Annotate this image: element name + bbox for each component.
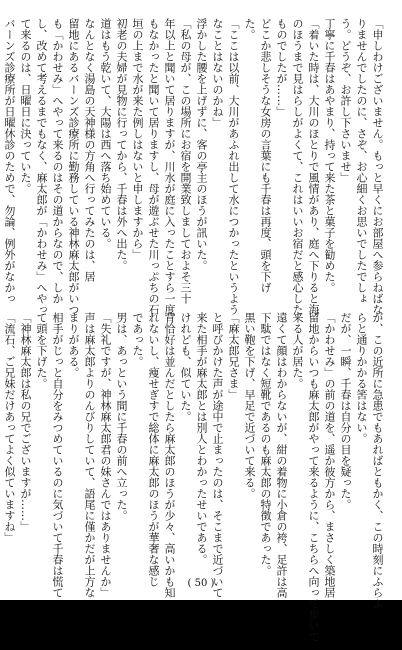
upper-text-column: なことはないのかね」 xyxy=(211,18,224,128)
lower-text-column: 来る人が居た。 xyxy=(291,312,304,389)
upper-text-column: ものでしたが……」 xyxy=(275,18,288,117)
upper-text-column: 浮かした腰を上げずに、客の亭主のほうが訊いた。 xyxy=(195,18,208,271)
lower-text-column: 「失礼ですが、神林麻太郎君の妹さんではありませんか」 xyxy=(99,312,112,598)
lower-text-column: と呼びかけた声が途中で止まったのは、そこまで近づいて xyxy=(211,312,224,598)
lower-text-column: て頭を下げた。 xyxy=(35,312,48,389)
lower-text-column: 「かわせみ」の前の道を、遥か彼方から、まさしく築地居 xyxy=(323,312,336,598)
lower-text-column: 背恰好は並んだとしたら麻太郎のほうが少々、高いかも知 xyxy=(163,312,176,598)
lower-text-column: だが、一瞬、千春は自分の目を疑った。 xyxy=(339,312,352,510)
lower-text-column: 遠くて顔はわからないが、紺の着物に小倉の袴、足許は高 xyxy=(275,312,288,598)
lower-text-column: が、この近所に急患でもあればともかく、この時刻にふらふ xyxy=(371,312,384,609)
lower-text-column: 黒い鞄を下げ、早足で近づいて来る。 xyxy=(243,312,256,499)
lower-text-column: 「流石、ご兄妹だけあってよく似ていますね」 xyxy=(3,312,16,543)
upper-text-column: 丁寧に千春はあやまり、持って来た茶と菓子を勧めた。 xyxy=(323,18,336,293)
upper-text-column: 初老の夫婦が見物に行ってから、千春は外へ出た。 xyxy=(115,18,128,271)
lower-text-column: けれども、似ていた。 xyxy=(179,312,192,422)
upper-text-column: 「ここは以前、大川があふれ出して水につかったというよう xyxy=(227,18,240,315)
lower-text-column: 相手がじっと自分をみつめているのに気づいて千春は慌て xyxy=(51,312,64,598)
upper-text-column: なんとなく湯島の天神様の方角へ行ってみたのは、居 xyxy=(83,18,96,282)
page-number: ( 50 ) xyxy=(187,578,215,589)
lower-text-column: 男は、あっという間に千春の前へ立った。 xyxy=(115,312,128,521)
upper-text-column: う。どうぞ、お許し下さいませ」 xyxy=(339,18,352,183)
upper-text-column: 年以上と聞いて居りますが、川水が庭に入ったことすら一度 xyxy=(163,18,176,315)
upper-text-column: 「申しわけございません。もっと早くにお部屋へ参らねばな xyxy=(371,18,384,315)
lower-text-column: 「麻太郎兄さま」 xyxy=(227,312,240,400)
upper-text-column: りませんでしたのに、さぞ、お心細くお思いでしたでしょ xyxy=(355,18,368,304)
upper-text-column: て来るのは、日曜日に決っていた。 xyxy=(19,18,32,194)
upper-text-column: のほうまで見はらしがよくて、これはいいお宿だと感心した xyxy=(291,18,304,315)
lower-text-column: 留地からいつも麻太郎がやって来るように、こちらへ向って歩いて xyxy=(307,312,320,642)
lower-text-column: 声は麻太郎よりのんびりしていて、語尾に僅かだが上方な xyxy=(83,312,96,598)
upper-text-column: バーンズ診療所が日曜休診のためで、勿論、例外がなかっ xyxy=(3,18,16,304)
upper-text-column xyxy=(0,18,1,290)
upper-text-column: 垣の上まで水が来た例しはないと申しますから」 xyxy=(131,18,144,260)
upper-text-column: どこか悲しそうな女房の言葉にも千春は再度、頭を下げ xyxy=(259,18,272,293)
lower-text-column: 来た相手が麻太郎とは別人とわかったせいである。 xyxy=(195,312,208,565)
upper-text-block xyxy=(3,18,385,315)
lower-text-column: らと通りかかる筈はない。 xyxy=(355,312,368,444)
upper-text-column: 道はもう乾いて、大陽は西へ落ち始めている。 xyxy=(99,18,112,249)
lower-text-column: れないし、痩せぎすで総体に麻太郎のほうが華奢な感じ xyxy=(147,312,160,587)
upper-text-column: もなかったと聞いて居りますし、母が遊ぶせた川っぷちの石 xyxy=(147,18,160,315)
lower-text-column: まりがある。 xyxy=(67,312,80,378)
upper-text-column: 「私の母が、この場所にお宿を開業致しましておよそ三十 xyxy=(179,18,192,304)
lower-text-column: 「神林麻太郎は私の兄でございますが……」 xyxy=(19,312,32,532)
upper-text-column: も「かわせみ」へやって来るのはその道からなので、しか xyxy=(51,18,64,304)
upper-text-column: し、改めて考えるまでもなく、麻太郎が「かわせみ」へやっ xyxy=(35,18,48,315)
upper-text-column: た。 xyxy=(243,18,256,40)
upper-text-column: 留地にあるバーンズ診療所に勤務している神林麻太郎がいつ xyxy=(67,18,80,315)
lower-text-column: 下駄ではなく短靴であるのも麻太郎の特徴であった。 xyxy=(259,312,272,576)
lower-text-column: であった。 xyxy=(131,312,144,367)
upper-text-column: 「着いた時は、大川のほとりで風情があり、庭へ下りると海 xyxy=(307,18,320,315)
